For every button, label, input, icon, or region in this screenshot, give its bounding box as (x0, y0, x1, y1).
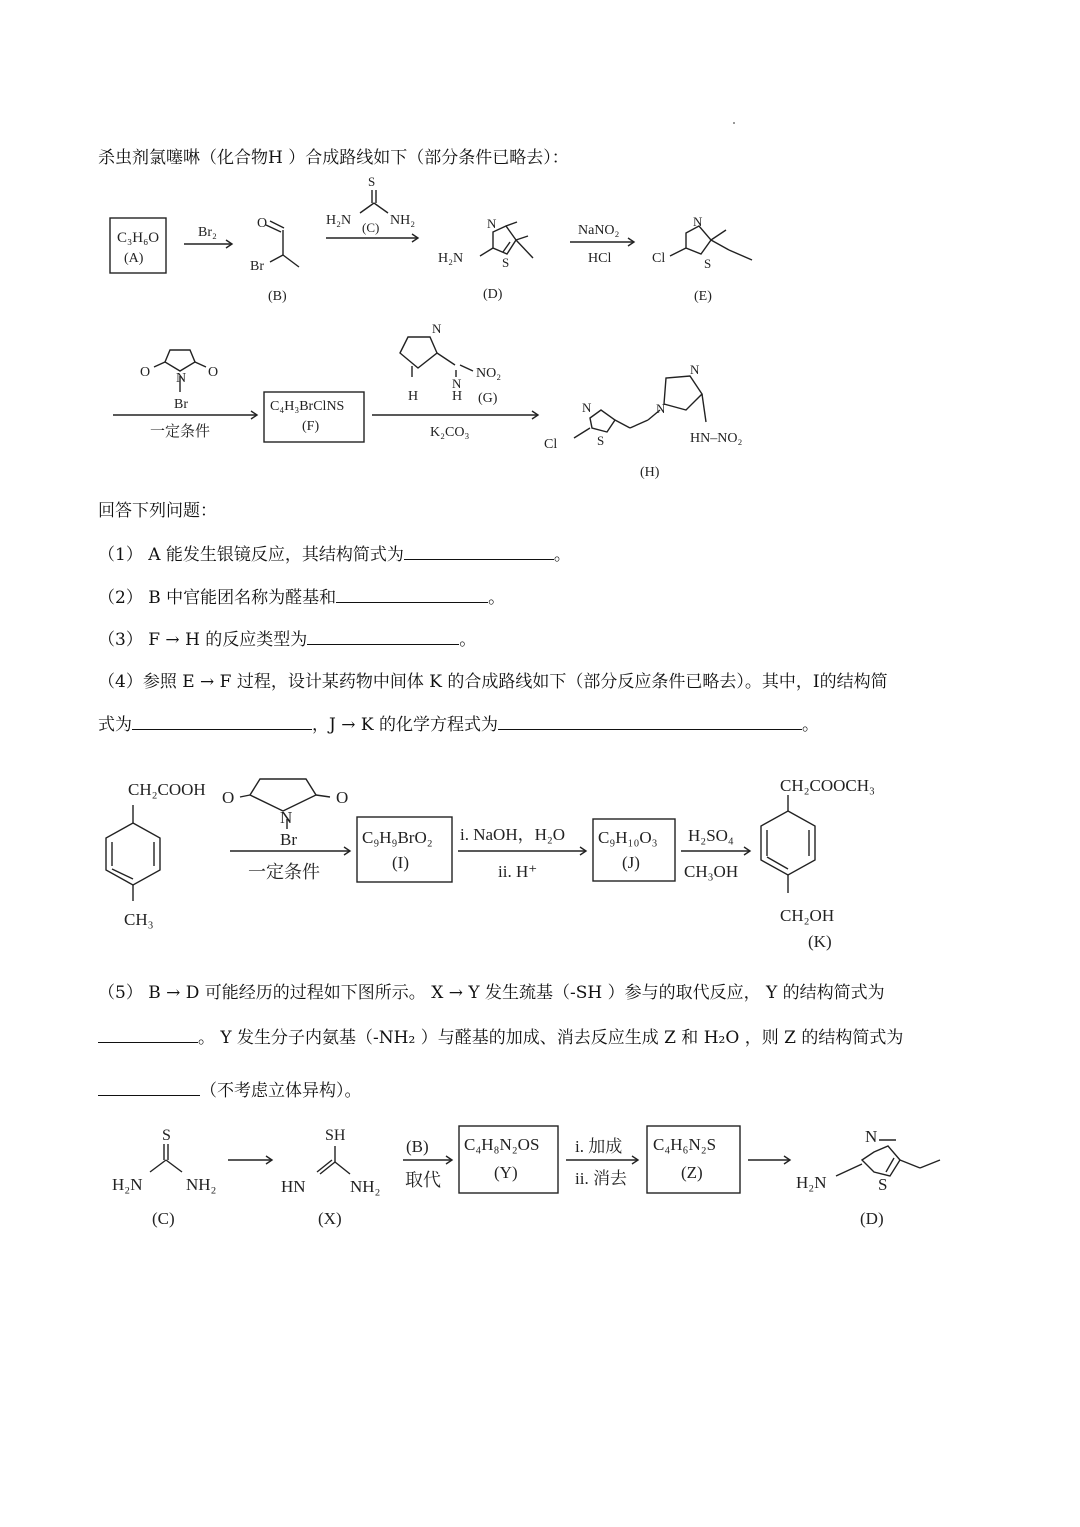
H-n2: N (690, 362, 700, 377)
nbs2-n: N (280, 808, 293, 827)
formula-Z: C₄H₆N₂S (653, 1135, 717, 1154)
stray-dot (733, 122, 735, 124)
sm-ch2cooh: CH₂COOH (128, 780, 206, 799)
sm-ch3: CH₃ (124, 910, 154, 929)
answer-blank-5b[interactable] (98, 1081, 200, 1096)
scheme-2 (0, 765, 1080, 960)
nbs-o2: O (208, 365, 219, 380)
C-sulfur: S (368, 174, 376, 189)
question-5-line3: （不考虑立体异构）。 (98, 1076, 362, 1101)
K-ester: CH₂COOCH₃ (780, 776, 875, 795)
answer-blank-3[interactable] (307, 630, 459, 645)
formula-F: C₄H₃BrClNS (270, 399, 345, 414)
label-Z: (Z) (681, 1163, 703, 1182)
C2-nh2: NH₂ (186, 1175, 217, 1194)
label-D: (D) (483, 287, 503, 302)
formula-A: C₃H₆O (117, 230, 160, 246)
C2-h2n: H₂N (112, 1175, 143, 1194)
H-n3: N (656, 401, 666, 416)
reagent-B: (B) (406, 1137, 429, 1156)
reagent-k2co3: K₂CO₃ (430, 425, 470, 440)
nbs-o1: O (140, 365, 151, 380)
E-sulfur: S (704, 256, 712, 271)
reaction-substitution: 取代 (405, 1170, 441, 1190)
X-nh2: NH₂ (350, 1177, 381, 1196)
label-B: (B) (268, 289, 287, 304)
E-chlorine: Cl (652, 251, 666, 266)
D-nitrogen: N (487, 216, 497, 231)
E-nitrogen: N (693, 214, 703, 229)
label-H: (H) (640, 465, 660, 480)
label-E: (E) (694, 289, 712, 304)
question-4-line2: 式为 ，J → K 的化学方程式为 。 (98, 715, 819, 735)
label-K: (K) (808, 932, 832, 951)
B-bromine: Br (250, 259, 264, 274)
C-h2n: H₂N (326, 213, 352, 228)
formula-J: C₉H₁₀O₃ (598, 828, 658, 847)
question-5-line2: 。 Y 发生分子内氨基（-NH₂ ）与醛基的加成、消去反应生成 Z 和 H₂O ，则 Z 的结构简式为 (98, 1023, 903, 1048)
question-5-line1: （5） B → D 可能经历的过程如下图所示。 X → Y 发生巯基（-SH ）参与的取代反应， Y 的结构简式为 (98, 983, 885, 1003)
reagent-hcl: HCl (588, 251, 612, 266)
label-D2: (D) (860, 1209, 884, 1228)
answer-blank-1[interactable] (404, 545, 554, 560)
label-X: (X) (318, 1209, 342, 1228)
scheme-1 (0, 170, 1080, 490)
H-hn-no2: HN–NO₂ (690, 431, 743, 446)
answer-blank-4b[interactable] (498, 715, 802, 730)
scheme-3 (0, 1118, 1080, 1238)
label-G: (G) (478, 391, 498, 406)
answer-blank-4a[interactable] (132, 715, 312, 730)
X-sh: SH (325, 1127, 346, 1144)
label-A: (A) (124, 251, 144, 266)
label-F: (F) (302, 419, 320, 434)
D2-h2n: H₂N (796, 1173, 827, 1192)
nbs2-o2: O (336, 788, 349, 807)
condition-2: 一定条件 (248, 862, 320, 882)
D-h2n: H₂N (438, 251, 464, 266)
question-2: （2） B 中官能团名称为醛基和 。 (98, 588, 506, 608)
label-C2: (C) (152, 1209, 175, 1228)
intro-text: 杀虫剂氯噻啉（化合物H ）合成路线如下（部分条件已略去）： (98, 148, 569, 168)
G-nh: N (452, 376, 462, 391)
B-oxygen: O (257, 216, 268, 231)
X-hn: HN (281, 1177, 306, 1196)
label-C: (C) (362, 220, 380, 235)
nbs2-br: Br (280, 830, 297, 849)
step-elimination: ii. 消去 (575, 1169, 627, 1188)
reagent-nano2: NaNO₂ (578, 223, 620, 238)
answer-blank-5a[interactable] (98, 1028, 198, 1043)
D2-sulfur: S (878, 1175, 888, 1194)
reagent-ch3oh: CH₃OH (684, 862, 739, 881)
C2-sulfur: S (162, 1127, 171, 1144)
G-h2: H (452, 389, 463, 404)
answer-blank-2[interactable] (336, 588, 488, 603)
question-1: （1） A 能发生银镜反应，其结构简式为 。 (98, 545, 571, 565)
K-ch2oh: CH₂OH (780, 906, 835, 925)
label-Y: (Y) (494, 1163, 518, 1182)
label-J: (J) (622, 853, 640, 872)
question-4-line1: （4）参照 E → F 过程，设计某药物中间体 K 的合成路线如下（部分反应条件已略去）。其中，I的结构简 (98, 672, 888, 692)
nbs2-o1: O (222, 788, 235, 807)
answer-intro: 回答下列问题： (98, 501, 217, 521)
formula-Y: C₄H₈N₂OS (464, 1135, 540, 1154)
D2-nitrogen: N (865, 1127, 878, 1146)
step-addition: i. 加成 (575, 1137, 623, 1156)
nbs-n: N (176, 371, 187, 386)
step-ii: ii. H⁺ (498, 862, 538, 881)
G-h1: H (408, 389, 419, 404)
G-n: N (432, 321, 442, 336)
H-n1: N (582, 400, 592, 415)
reagent-br2: Br₂ (198, 225, 217, 240)
condition-1: 一定条件 (150, 424, 211, 440)
formula-I: C₉H₉BrO₂ (362, 828, 433, 847)
D-sulfur: S (502, 255, 510, 270)
H-s: S (597, 433, 605, 448)
label-I: (I) (392, 853, 409, 872)
C-nh2: NH₂ (390, 213, 416, 228)
H-cl: Cl (544, 437, 558, 452)
reagent-h2so4: H₂SO₄ (688, 826, 734, 845)
question-3: （3） F → H 的反应类型为 。 (98, 630, 477, 650)
nbs-br: Br (174, 397, 188, 412)
step-i: i. NaOH，H₂O (460, 825, 566, 844)
G-no2: NO₂ (476, 366, 502, 381)
